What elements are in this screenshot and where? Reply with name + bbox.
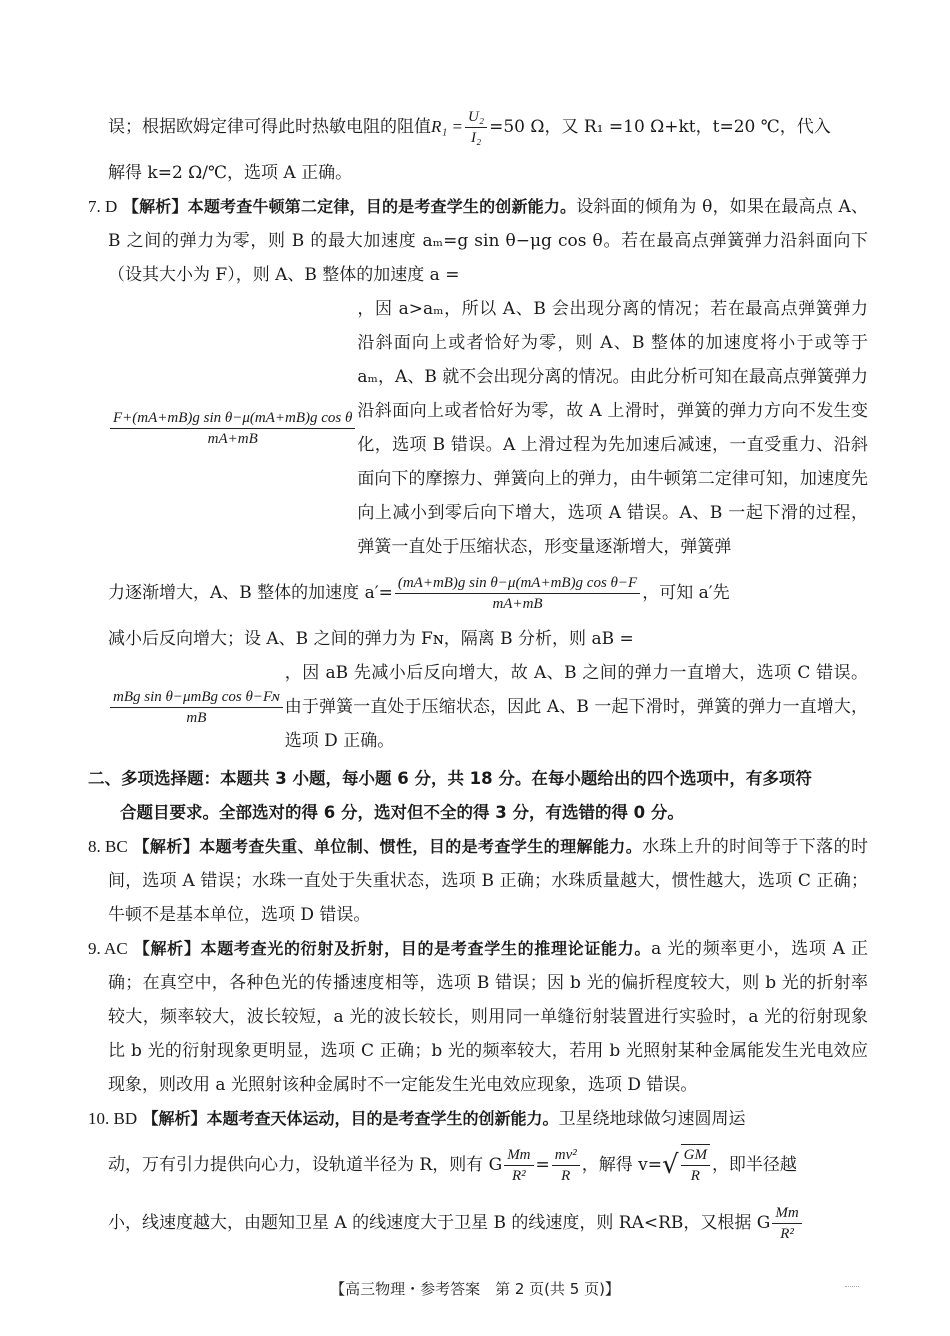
page-footer: 【高三物理・参考答案 第 2 页(共 5 页)】 (330, 1280, 620, 1298)
q7-fraction-3: $\frac{\text{mBg sin θ−μmBg cos θ−Fɴ}}{mB}$ (110, 687, 283, 728)
q7-number: 7. D (88, 197, 118, 216)
answer-content (88, 98, 868, 1252)
q8-text: 水珠上升的时间等于下落的时间，选项 A 错误；水珠一直处于失重状态，选项 B 正确；水珠质量越大，惯性越大，选项 C 正确；牛顿不是基本单位，选项 D 错误。 (108, 837, 868, 925)
q9-number: 9. AC (88, 939, 128, 958)
answer-q7 (88, 190, 868, 292)
q10-text-2b: ，解得 v= (581, 1155, 663, 1175)
q9-tag: 【解析】 (133, 939, 201, 958)
q7-fraction-2: $\frac{\text{(mA+mB)g sin θ−μ(mA+mB)g cos θ−F}}{mA+mB}$ (395, 573, 640, 614)
sqrt-sign-icon: √ (662, 1150, 679, 1180)
rt-symbol: R₁ = (431, 117, 464, 136)
q10-text-3a: 小，线速度越大，由题知卫星 A 的线速度大于卫星 B 的线速度，则 RA<RB，又根据 G (108, 1213, 771, 1233)
q9-text: a 光的频率更小，选项 A 正确；在真空中，各种色光的传播速度相等，选项 B 错误；因 b 光的偏折程度较大，则 b 光的折射率较大，频率较大，波长较短，a 光的波长较长，则用同一单缝衍射装置进行实验时，a 光的衍射现象比 b 光的衍射现象更明显，选项 C 正确；b 光的频率较大，若用 b 光照射某种金属能发生光电效应现象，则改用 a 光照射该种金属时不一定能发生光电效应现象，选项 D 错误。 (108, 939, 868, 1095)
decorative-dots (845, 1286, 859, 1289)
q10-text-2a: 动，万有引力提供向心力，设轨道半径为 R，则有 G (108, 1155, 503, 1175)
section-2-title: 二、多项选择题：本题共 3 小题，每小题 6 分，共 18 分。在每小题给出的四个选项中，有多项符 (88, 769, 812, 788)
q7-text-2: ，因 a>aₘ，所以 A、B 会出现分离的情况；若在最高点弹簧弹力沿斜面向上或者恰好为零，则 A、B 整体的加速度将小于或等于 aₘ，A、B 就不会出现分离的情况。由此分析可知在最高点弹簧弹力沿斜面向上或者恰好为零，故 A 上滑时，弹簧的弹力方向不发生变化，选项 B 错误。A 上滑过程为先加速后减速，一直受重力、沿斜面向下的摩擦力、弹簧向上的弹力，由牛顿第二定律可知，加速度先向上减小到零后向下增大，选项 A 错误。A、B 一起下滑的过程，弹簧一直处于压缩状态，形变量逐渐增大，弹簧弹 (357, 299, 868, 557)
q10-text-1: 卫星绕地球做匀速圆周运 (558, 1109, 746, 1129)
q10-equals: = (535, 1155, 550, 1175)
q7-fraction-1: $\frac{\text{F+(mA+mB)g sin θ−μ(mA+mB)g cos θ}}{mA+mB}$ (110, 408, 355, 449)
q10-tag: 【解析】 (142, 1109, 207, 1128)
q10-lead: 本题考查天体运动，目的是考查学生的创新能力。 (206, 1109, 559, 1128)
q10-text-2c: ，即半径越 (711, 1155, 797, 1175)
answer-q8 (88, 830, 868, 932)
intro-line-2: 解得 k=2 Ω/℃，选项 A 正确。 (108, 163, 353, 183)
q7-formula-1-line (108, 292, 868, 564)
q7-text-1: 设斜面的倾角为 θ，如果在最高点 A、B 之间的弹力为零，则 B 的最大加速度 aₘ=g sin θ−μg cos θ。若在最高点弹簧弹力沿斜面向下（设其大小为 F），则 A、B 整体的加速度 a = (108, 197, 868, 285)
q7-text-3b: ，可知 a′先 (642, 583, 730, 603)
q8-lead: 本题考查失重、单位制、惯性，目的是考查学生的理解能力。 (199, 837, 643, 856)
q7-tag: 【解析】 (122, 197, 188, 216)
q7-text-4: 减小后反向增大；设 A、B 之间的弹力为 Fɴ，隔离 B 分析，则 aB = (108, 629, 634, 649)
q7-text-5: ，因 aB 先减小后反向增大，故 A、B 之间的弹力一直增大，选项 C 错误。由于弹簧一直处于压缩状态，因此 A、B 一起下滑时，弹簧的弹力一直增大，选项 D 正确。 (284, 663, 868, 751)
q10-gravity-fraction: $\frac{Mm}{\text{R²}}$ (504, 1145, 533, 1186)
q9-lead: 本题考查光的衍射及折射，目的是考查学生的推理论证能力。 (200, 939, 652, 958)
u2-over-i2-fraction: $\frac{\text{U₂}}{\text{I₂}}$ (465, 107, 487, 148)
section-2-title-cont: 合题目要求。全部选对的得 6 分，选对但不全的得 3 分，有选错的得 0 分。 (120, 803, 684, 822)
intro-text: 误；根据欧姆定律可得此时热敏电阻的阻值 (108, 117, 431, 137)
q7-formula-3-line (108, 656, 868, 758)
q7-formula-2-line (108, 564, 868, 622)
answer-q9 (88, 932, 868, 1102)
intro-tail: =50 Ω，又 R₁ =10 Ω+kt，t=20 ℃，代入 (489, 117, 831, 137)
intro-line-1 (108, 98, 868, 156)
q7-lead: 本题考查牛顿第二定律，目的是考查学生的创新能力。 (187, 197, 577, 216)
q8-number: 8. BC (88, 837, 128, 856)
q8-tag: 【解析】 (133, 837, 200, 856)
q10-centripetal-fraction: $\frac{\text{mv²}}{R}$ (552, 1145, 580, 1186)
q10-formula-line-2 (108, 1194, 868, 1252)
q10-number: 10. BD (88, 1109, 138, 1128)
q10-gravity-fraction-2: $\frac{Mm}{\text{R²}}$ (772, 1203, 801, 1244)
q7-text-3a: 力逐渐增大，A、B 整体的加速度 a′= (108, 583, 393, 603)
q10-formula-line-1 (108, 1136, 868, 1194)
answer-q10 (88, 1102, 868, 1136)
q10-sqrt-fraction: $\frac{GM}{R}$ (681, 1144, 710, 1186)
